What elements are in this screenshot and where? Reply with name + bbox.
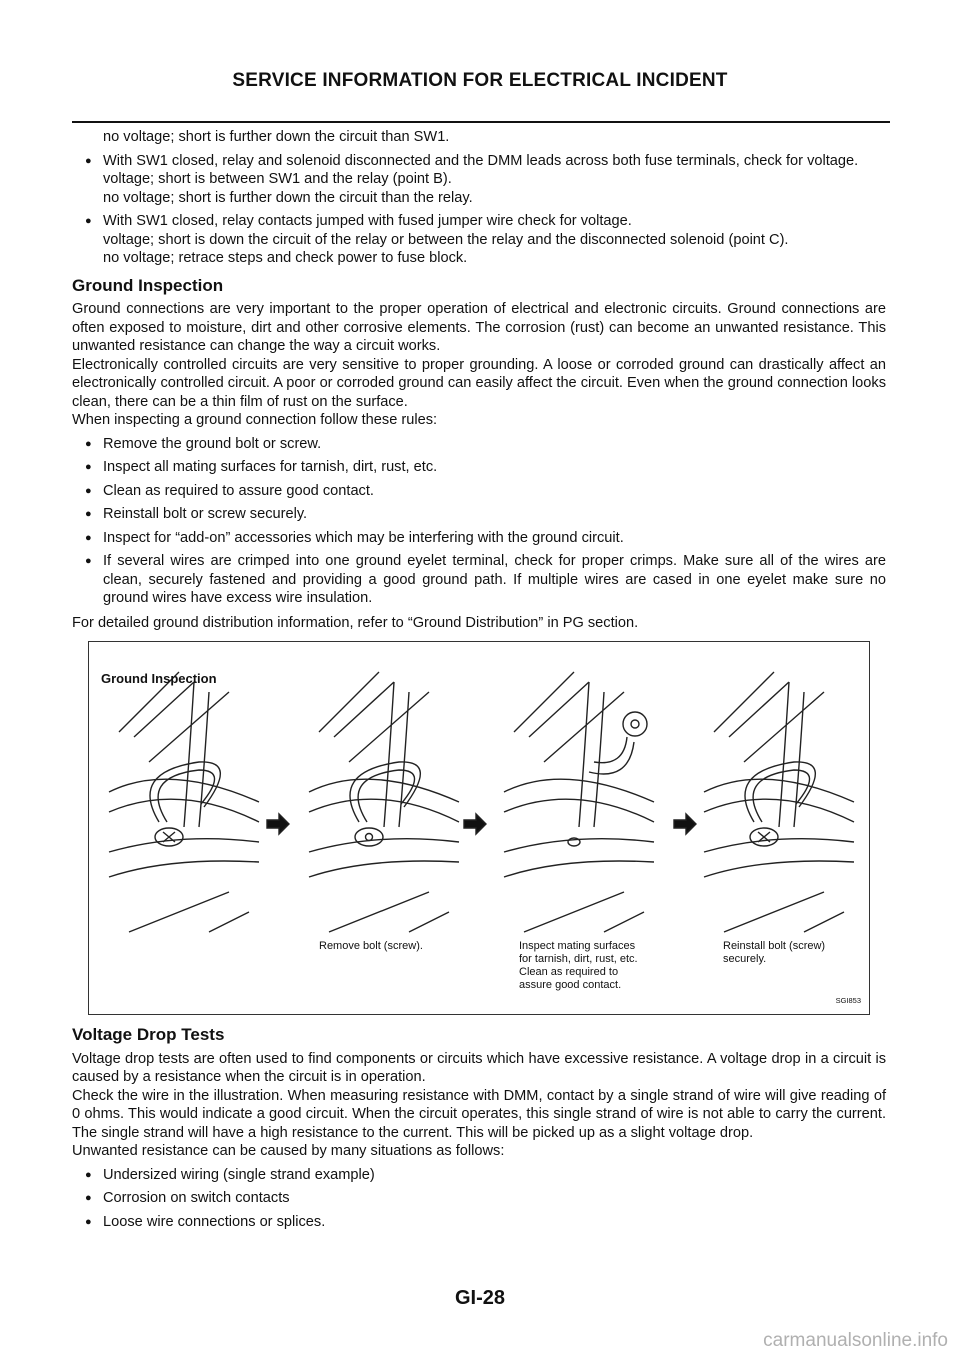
step-result: no voltage; retrace steps and check power to fuse block. xyxy=(103,250,468,266)
bullet-icon: ● xyxy=(85,437,92,450)
rule-text: Clean as required to assure good contact. xyxy=(103,482,374,499)
figure-caption-inspect: Inspect mating surfaces for tarnish, dirt, rust, etc. Clean as required to assure good contact. xyxy=(519,940,638,991)
ground-para-3: When inspecting a ground connection follow these rules: xyxy=(72,412,438,428)
bullet-icon: ● xyxy=(85,531,92,544)
cause-text: Corrosion on switch contacts xyxy=(103,1190,290,1206)
step-result: voltage; short is between SW1 and the relay (point B). xyxy=(103,171,452,187)
step-item xyxy=(72,152,886,208)
rule-item xyxy=(72,529,886,548)
step-result: no voltage; short is further down the circuit than the relay. xyxy=(103,189,473,206)
rule-text: Inspect all mating surfaces for tarnish, dirt, rust, etc. xyxy=(103,459,438,475)
bullet-icon: ● xyxy=(85,154,92,167)
rule-item xyxy=(72,482,886,501)
cause-text: Undersized wiring (single strand example) xyxy=(103,1166,375,1183)
bullet-icon: ● xyxy=(85,1168,92,1181)
page-content xyxy=(72,128,886,1231)
header-rule xyxy=(72,121,890,123)
intro-continuation: no voltage; short is further down the circuit than SW1. xyxy=(103,129,450,145)
voltage-para-1: Voltage drop tests are often used to find components or circuits which have excessive resistance. A voltage drop in a circuit is caused by a resistance when the circuit is in operation. xyxy=(72,1050,886,1085)
page-header: SERVICE INFORMATION FOR ELECTRICAL INCIDENT xyxy=(232,70,728,91)
rule-item xyxy=(72,505,886,524)
step-item xyxy=(72,212,886,268)
watermark: carmanualsonline.info xyxy=(763,1330,948,1351)
cause-item xyxy=(72,1213,886,1232)
bullet-icon: ● xyxy=(85,1192,92,1204)
bullet-icon: ● xyxy=(85,555,92,567)
rule-text: Inspect for “add-on” accessories which may be interfering with the ground circuit. xyxy=(103,529,624,546)
figure-title: Ground Inspection xyxy=(101,671,217,686)
bullet-icon: ● xyxy=(85,461,92,473)
bullet-icon: ● xyxy=(85,215,92,227)
voltage-drop-heading: Voltage Drop Tests xyxy=(72,1025,225,1044)
cause-item xyxy=(72,1166,886,1185)
cause-item xyxy=(72,1189,886,1208)
ground-reference: For detailed ground distribution information, refer to “Ground Distribution” in PG section. xyxy=(72,614,639,631)
rule-item xyxy=(72,552,886,608)
voltage-para-2: Check the wire in the illustration. When measuring resistance with DMM, contact by a single strand of wire will give reading of 0 ohms. This would indicate a good circuit. When the circuit operates, this single strand of wire is not able to carry the current. The single strand will have a high resistance to the current. This will be picked up as a slight voltage drop. xyxy=(72,1087,886,1141)
voltage-para-3: Unwanted resistance can be caused by many situations as follows: xyxy=(72,1143,505,1159)
step-result: voltage; short is down the circuit of the relay or between the relay and the disconnected solenoid (point C). xyxy=(103,231,789,248)
figure-caption-reinstall: Reinstall bolt (screw) securely. xyxy=(723,940,826,965)
figure-caption-remove: Remove bolt (screw). xyxy=(319,940,423,952)
bullet-icon: ● xyxy=(85,484,92,497)
bullet-icon: ● xyxy=(85,508,92,520)
page-number: GI-28 xyxy=(454,1287,506,1309)
rule-text: If several wires are crimped into one ground eyelet terminal, check for proper crimps. Make sure all of the wires are clean, securely fastened and providing a good ground path. If multiple wires are cased in one eyelet make sure no ground wires have excess wire insulation. xyxy=(103,553,886,606)
figure-id: SGI853 xyxy=(835,995,861,1005)
step-text: With SW1 closed, relay contacts jumped with fused jumper wire check for voltage. xyxy=(103,213,632,229)
ground-para-1: Ground connections are very important to the proper operation of electrical and electronic circuits. Ground connections are often exposed to moisture, dirt and other corrosive elements. The corrosion (rust) can become an unwanted resistance. This unwanted resistance can change the way a circuit works. xyxy=(72,301,886,354)
ground-inspection-figure xyxy=(88,641,870,1015)
rule-item xyxy=(72,458,886,477)
ground-para-2: Electronically controlled circuits are very sensitive to proper grounding. A loose or corroded ground can drastically affect an electronically controlled circuit. A poor or corroded ground can easily affect the circuit. Even when the ground connection looks clean, there can be a thin film of rust on the surface. xyxy=(72,356,886,410)
step-text: With SW1 closed, relay and solenoid disconnected and the DMM leads across both fuse terminals, check for voltage. xyxy=(103,152,859,169)
ground-inspection-heading: Ground Inspection xyxy=(72,275,224,295)
cause-text: Loose wire connections or splices. xyxy=(103,1213,326,1230)
rule-item xyxy=(72,435,886,454)
rule-text: Reinstall bolt or screw securely. xyxy=(103,506,308,522)
rule-text: Remove the ground bolt or screw. xyxy=(103,435,322,452)
bullet-icon: ● xyxy=(85,1215,92,1228)
